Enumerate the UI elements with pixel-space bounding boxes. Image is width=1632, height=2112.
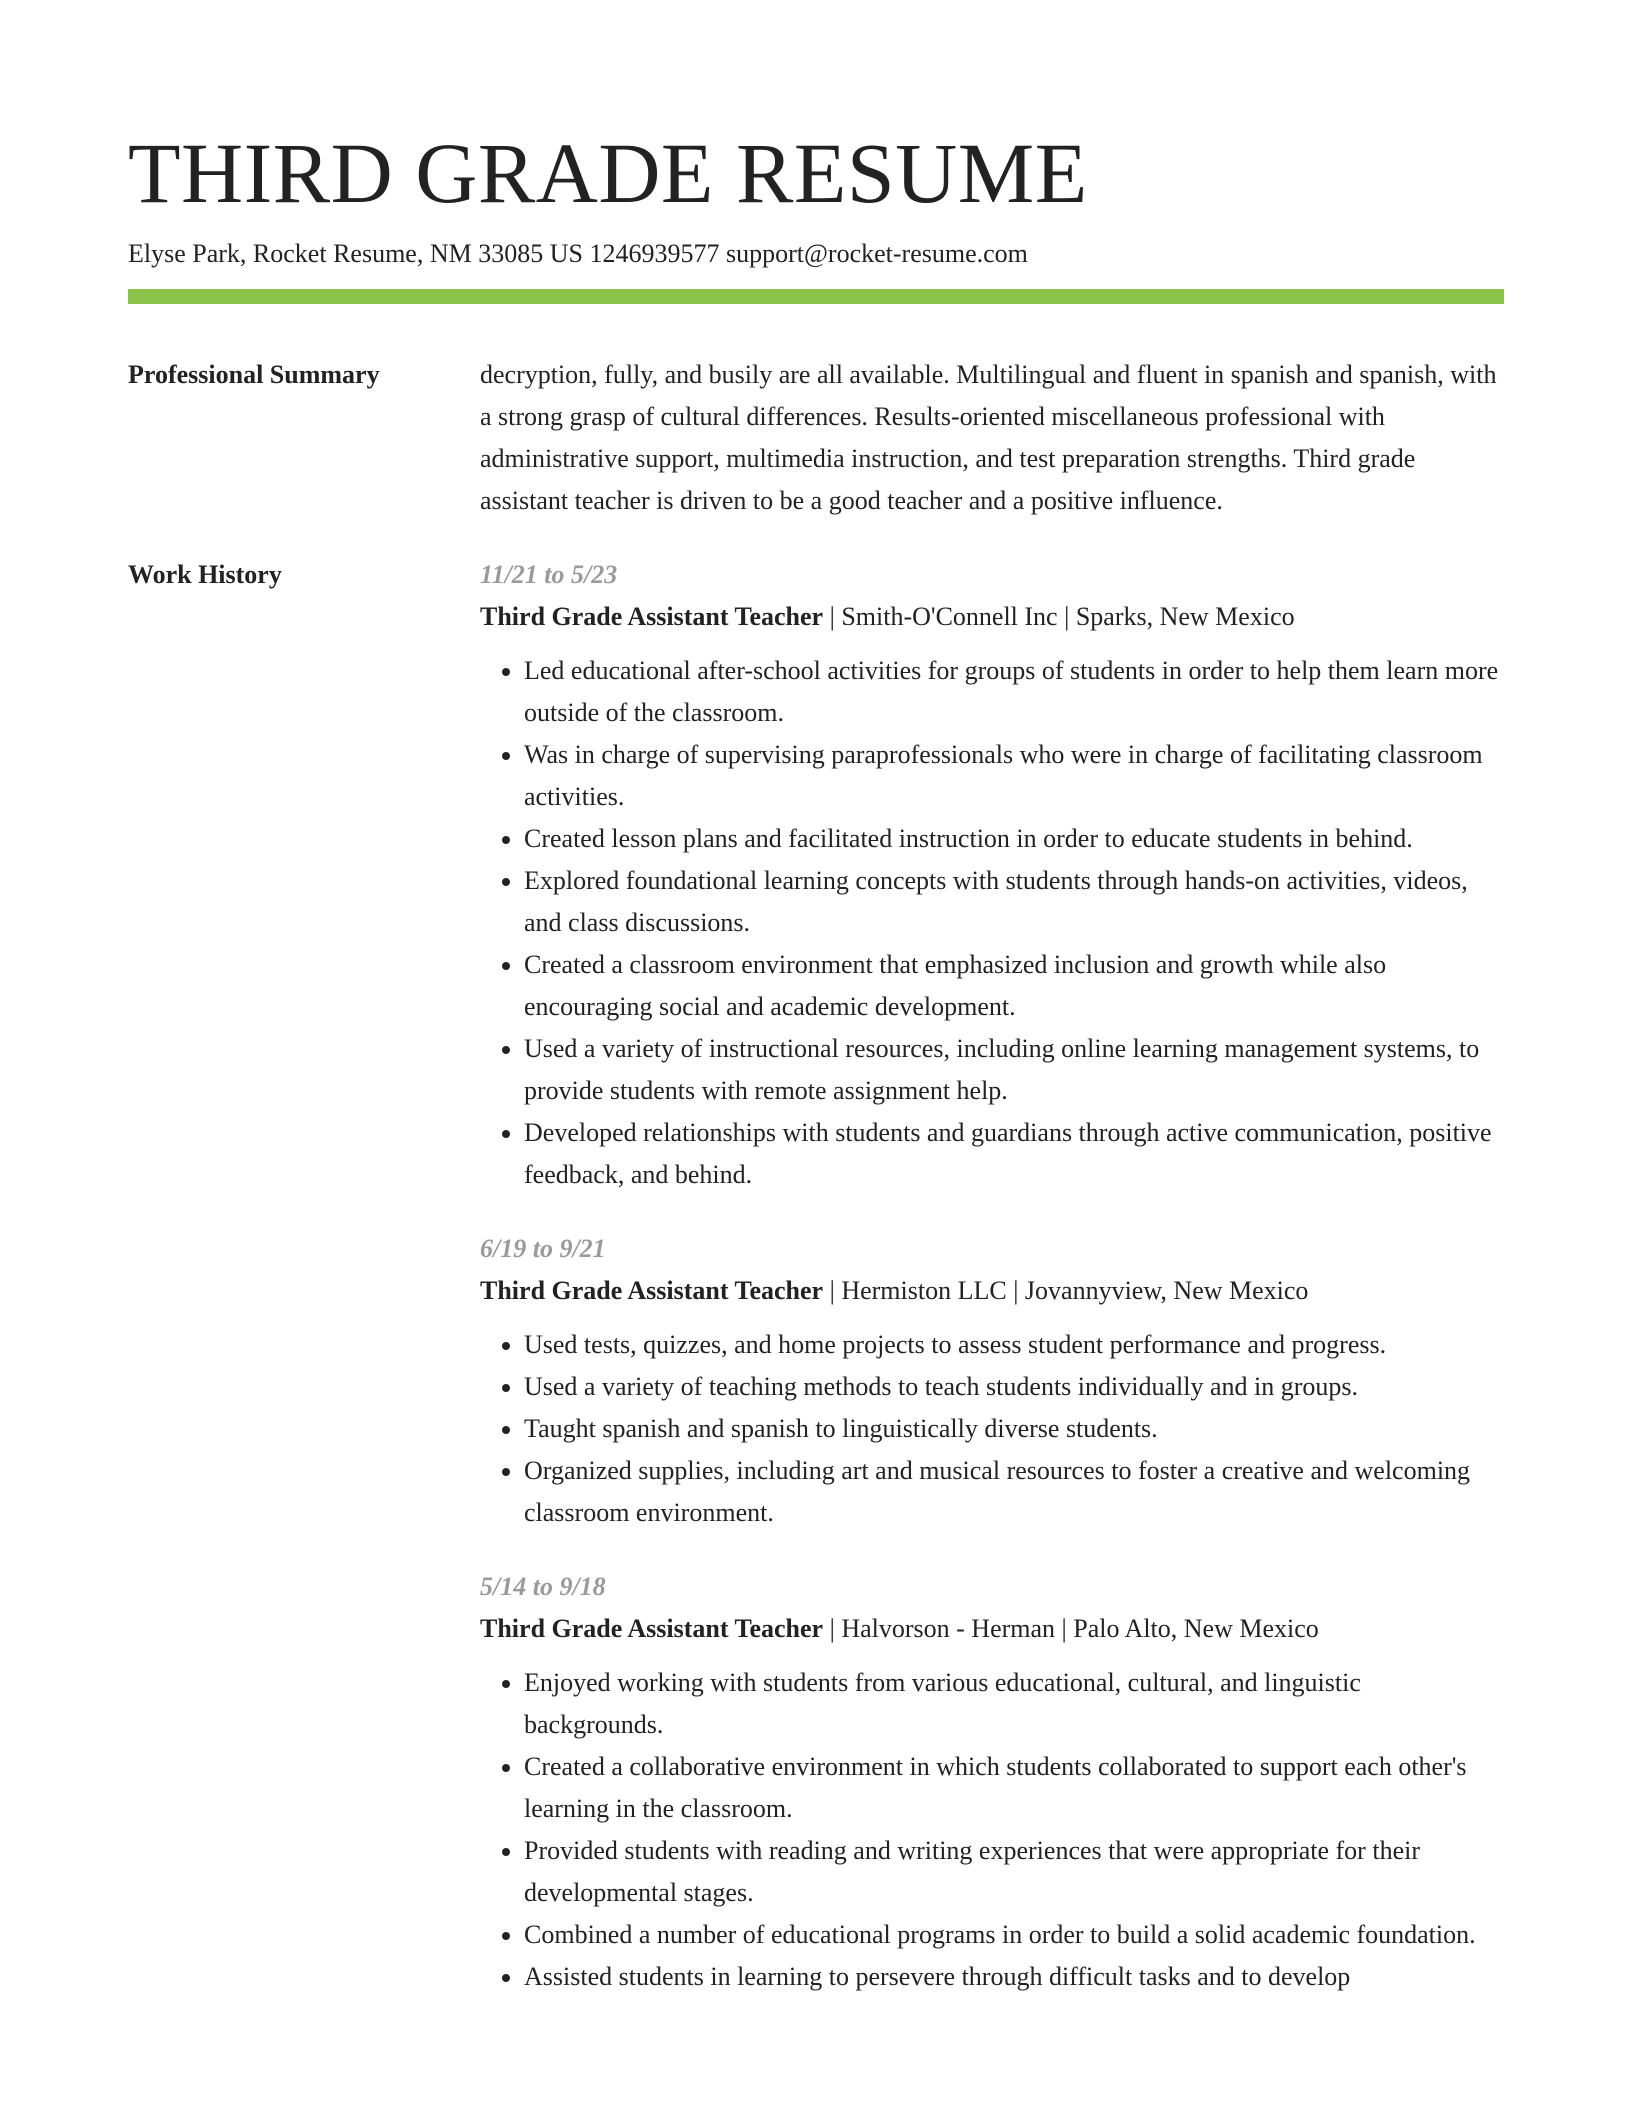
- job-company: Halvorson - Herman: [841, 1614, 1056, 1643]
- job-title: Third Grade Assistant Teacher: [480, 1276, 824, 1305]
- header-divider: [128, 289, 1504, 304]
- separator: |: [1057, 602, 1076, 631]
- contact-name: Elyse Park,: [128, 239, 247, 268]
- job-location: Sparks, New Mexico: [1075, 602, 1295, 631]
- job-title: Third Grade Assistant Teacher: [480, 602, 824, 631]
- job-company: Smith-O'Connell Inc: [841, 602, 1058, 631]
- job-duties-list: [480, 1662, 1504, 1998]
- job-duties-list: [480, 650, 1504, 1196]
- work-history-list: [480, 554, 1504, 1998]
- separator: |: [823, 1276, 842, 1305]
- duty-item: • Used a variety of instructional resources, including online learning management systems, to provide students with remote assignment help.: [524, 1028, 1504, 1112]
- duty-item: • Combined a number of educational programs in order to build a solid academic foundation.: [524, 1914, 1504, 1956]
- duty-item: • Taught spanish and spanish to linguistically diverse students.: [524, 1408, 1504, 1450]
- contact-line: [128, 236, 1504, 272]
- job-title: Third Grade Assistant Teacher: [480, 1614, 824, 1643]
- job-dates: 6/19 to 9/21: [480, 1234, 606, 1263]
- contact-email: support@rocket-resume.com: [725, 239, 1028, 268]
- duty-item: • Created a classroom environment that emphasized inclusion and growth while also encouraging social and academic development.: [524, 944, 1504, 1028]
- job-location: Palo Alto, New Mexico: [1073, 1614, 1319, 1643]
- work-history-section: [128, 554, 1504, 1998]
- resume-page: [128, 118, 1504, 1998]
- duty-item: • Developed relationships with students and guardians through active communication, positive feedback, and behind.: [524, 1112, 1504, 1196]
- separator: |: [1055, 1614, 1074, 1643]
- separator: |: [1006, 1276, 1025, 1305]
- duty-item: • Assisted students in learning to persevere through difficult tasks and to develop: [524, 1956, 1504, 1998]
- job-dates: 5/14 to 9/18: [480, 1572, 606, 1601]
- job-heading: [480, 1270, 1504, 1312]
- job-entry: [480, 554, 1504, 1196]
- duty-item: • Led educational after-school activities for groups of students in order to help them learn more outside of the classroom.: [524, 650, 1504, 734]
- contact-phone: 1246939577: [589, 239, 720, 268]
- job-heading: [480, 1608, 1504, 1650]
- duty-item: • Used tests, quizzes, and home projects to assess student performance and progress.: [524, 1324, 1504, 1366]
- summary-text: decryption, fully, and busily are all available. Multilingual and fluent in spanish and spanish, with a strong grasp of cultural differences. Results-oriented miscellaneous professional with administrative support, multimedia instruction, and test preparation strengths. Third grade assistant teacher is driven to be a good teacher and a positive influence.: [480, 360, 1497, 515]
- duty-item: • Created a collaborative environment in which students collaborated to support each other's learning in the classroom.: [524, 1746, 1504, 1830]
- duty-item: • Organized supplies, including art and musical resources to foster a creative and welcoming classroom environment.: [524, 1450, 1504, 1534]
- duty-item: • Enjoyed working with students from various educational, cultural, and linguistic backgrounds.: [524, 1662, 1504, 1746]
- job-dates: 11/21 to 5/23: [480, 560, 618, 589]
- duty-item: • Created lesson plans and facilitated instruction in order to educate students in behind.: [524, 818, 1504, 860]
- resume-title: THIRD GRADE RESUME: [128, 125, 1088, 221]
- job-entry: [480, 1228, 1504, 1534]
- duty-item: • Explored foundational learning concepts with students through hands-on activities, videos, and class discussions.: [524, 860, 1504, 944]
- duty-item: • Provided students with reading and writing experiences that were appropriate for their developmental stages.: [524, 1830, 1504, 1914]
- contact-address: Rocket Resume, NM 33085 US: [252, 239, 583, 268]
- separator: |: [823, 1614, 842, 1643]
- job-heading: [480, 596, 1504, 638]
- job-location: Jovannyview, New Mexico: [1024, 1276, 1309, 1305]
- job-duties-list: [480, 1324, 1504, 1534]
- separator: |: [823, 602, 842, 631]
- job-company: Hermiston LLC: [841, 1276, 1007, 1305]
- duty-item: • Used a variety of teaching methods to teach students individually and in groups.: [524, 1366, 1504, 1408]
- section-label-summary: Professional Summary: [128, 360, 380, 389]
- professional-summary-section: [128, 354, 1504, 522]
- job-entry: [480, 1566, 1504, 1998]
- duty-item: • Was in charge of supervising paraprofessionals who were in charge of facilitating classroom activities.: [524, 734, 1504, 818]
- section-label-work-history: Work History: [128, 560, 282, 589]
